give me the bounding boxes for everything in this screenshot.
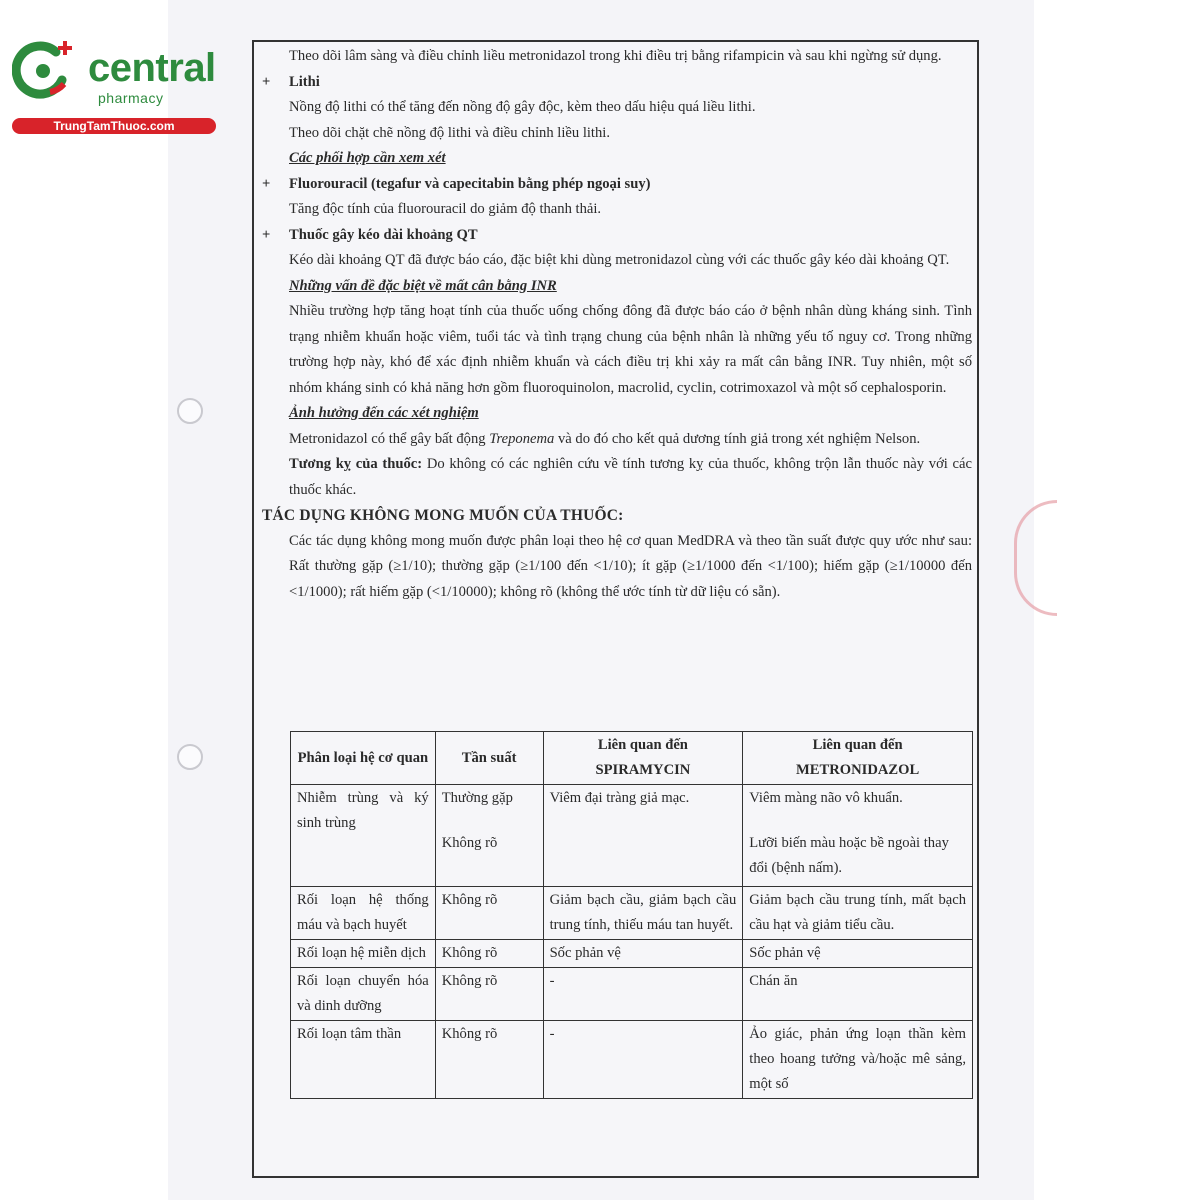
- column-header: Liên quan đến SPIRAMYCIN: [543, 732, 743, 785]
- central-pharmacy-logo-icon: [12, 40, 74, 102]
- text-run: Do không có các nghiên cứu về tính tương kỵ của thuốc, không trộn lẫn thuốc này với các thuốc khác.: [289, 456, 972, 498]
- column-header: Tần suất: [435, 732, 543, 785]
- table-cell: Rối loạn tâm thần: [291, 1021, 436, 1099]
- text-run: Metronidazol có thể gây bất động: [289, 430, 490, 447]
- table-cell: Sốc phản vệ: [743, 940, 973, 968]
- table-cell: Viêm đại tràng giả mạc.: [543, 785, 743, 887]
- column-header: Phân loại hệ cơ quan: [291, 732, 436, 785]
- table-row: [291, 968, 973, 1021]
- paragraph: Nhiều trường hợp tăng hoạt tính của thuốc uống chống đông đã được báo cáo ở bệnh nhân dùng kháng sinh. Tình trạng nhiễm khuẩn hoặc viêm, tuổi tác và tình trạng chung của bệnh nhân là những yếu tố nguy cơ. Trong những trường hợp này, khó để xác định nhiễm khuẩn và cách điều trị khi xảy ra mất cân bằng INR. Tuy nhiên, một số nhóm kháng sinh có khả năng hơn gồm fluoroquinolon, macrolid, cyclin, cotrimoxazol và một số cephalosporin.: [289, 303, 972, 396]
- section-heading: TÁC DỤNG KHÔNG MONG MUỐN CỦA THUỐC:: [262, 507, 624, 524]
- bullet-title: + Fluorouracil (tegafur và capecitabin bằng phép ngoại suy): [262, 172, 972, 198]
- paragraph: [262, 452, 972, 503]
- paragraph: Kéo dài khoảng QT đã được báo cáo, đặc biệt khi dùng metronidazol cùng với các thuốc gây kéo dài khoảng QT.: [289, 252, 950, 268]
- table-row: [291, 940, 973, 968]
- table-row: [291, 887, 973, 940]
- cell-text: Không rõ: [441, 835, 498, 851]
- section-subheading: Những vấn đề đặc biệt về mất cân bằng INR: [289, 277, 557, 294]
- table-cell: Giảm bạch cầu, giảm bạch cầu trung tính, thiếu máu tan huyết.: [543, 887, 743, 940]
- table-cell: -: [543, 968, 743, 1021]
- table-cell: Không rõ: [435, 1021, 543, 1099]
- table-cell: Không rõ: [435, 940, 543, 968]
- adverse-effects-table: [290, 731, 973, 1099]
- table-header-row: [291, 732, 973, 785]
- paragraph: [262, 427, 972, 453]
- table-cell: Ảo giác, phản ứng loạn thần kèm theo hoang tưởng và/hoặc mê sảng, một số: [743, 1021, 973, 1099]
- brand-logo[interactable]: [8, 36, 218, 136]
- table-row: [291, 785, 973, 887]
- cell-text: Viêm màng não vô khuẩn.: [749, 790, 903, 806]
- bullet-title: + Thuốc gây kéo dài khoảng QT: [262, 223, 972, 249]
- table-cell: Rối loạn hệ miễn dịch: [291, 940, 436, 968]
- italic-term: Treponema: [489, 430, 555, 447]
- paragraph: Theo dõi chặt chẽ nồng độ lithi và điều chỉnh liều lithi.: [289, 124, 610, 141]
- text-run: và do đó cho kết quả dương tính giả trong xét nghiệm Nelson.: [554, 430, 921, 447]
- table-cell: -: [543, 1021, 743, 1099]
- paragraph: Tăng độc tính của fluorouracil do giảm độ thanh thải.: [289, 201, 602, 217]
- table-cell: [435, 785, 543, 887]
- document-body: [262, 44, 972, 605]
- brand-website[interactable]: TrungTamThuoc.com: [12, 118, 216, 134]
- table-cell: Không rõ: [435, 887, 543, 940]
- brand-subtitle: pharmacy: [98, 90, 164, 106]
- table-cell: [743, 785, 973, 887]
- punch-hole: [177, 398, 203, 424]
- table-row: [291, 1021, 973, 1099]
- punch-hole: [177, 744, 203, 770]
- table-cell: Chán ăn: [743, 968, 973, 1021]
- paragraph: Các tác dụng không mong muốn được phân loại theo hệ cơ quan MedDRA và theo tần suất được quy ước như sau: Rất thường gặp (≥1/10); thường gặp (≥1/100 đến <1/10); ít gặp (≥1/1000 đến <1/100); hiếm gặp (≥1/10000 đến <1/1000); rất hiếm gặp (<1/10000); không rõ (không thể ước tính từ dữ liệu có sẵn).: [289, 532, 972, 600]
- brand-name: central: [88, 46, 216, 90]
- table-cell: Giảm bạch cầu trung tính, mất bạch cầu hạt và giảm tiểu cầu.: [743, 887, 973, 940]
- section-subheading: Các phối hợp cần xem xét: [289, 150, 446, 166]
- inline-label: Tương kỵ của thuốc:: [289, 456, 423, 472]
- table-cell: Rối loạn chuyển hóa và dinh dưỡng: [291, 968, 436, 1021]
- cell-text: Thường gặp: [441, 790, 513, 806]
- paragraph: Nồng độ lithi có thể tăng đến nồng độ gây độc, kèm theo dấu hiệu quá liều lithi.: [289, 99, 756, 115]
- table-cell: Không rõ: [435, 968, 543, 1021]
- table-cell: Nhiễm trùng và ký sinh trùng: [291, 785, 436, 887]
- bullet-title: + Lithi: [262, 70, 972, 96]
- cell-text: Lưỡi biến màu hoặc bề ngoài thay đổi (bệnh nấm).: [749, 835, 949, 876]
- section-subheading: Ảnh hưởng đến các xét nghiệm: [289, 405, 479, 421]
- column-header: Liên quan đến METRONIDAZOL: [743, 732, 973, 785]
- paragraph: Theo dõi lâm sàng và điều chỉnh liều metronidazol trong khi điều trị bằng rifampicin và sau khi ngừng sử dụng.: [289, 48, 942, 64]
- table-cell: Sốc phản vệ: [543, 940, 743, 968]
- table-cell: Rối loạn hệ thống máu và bạch huyết: [291, 887, 436, 940]
